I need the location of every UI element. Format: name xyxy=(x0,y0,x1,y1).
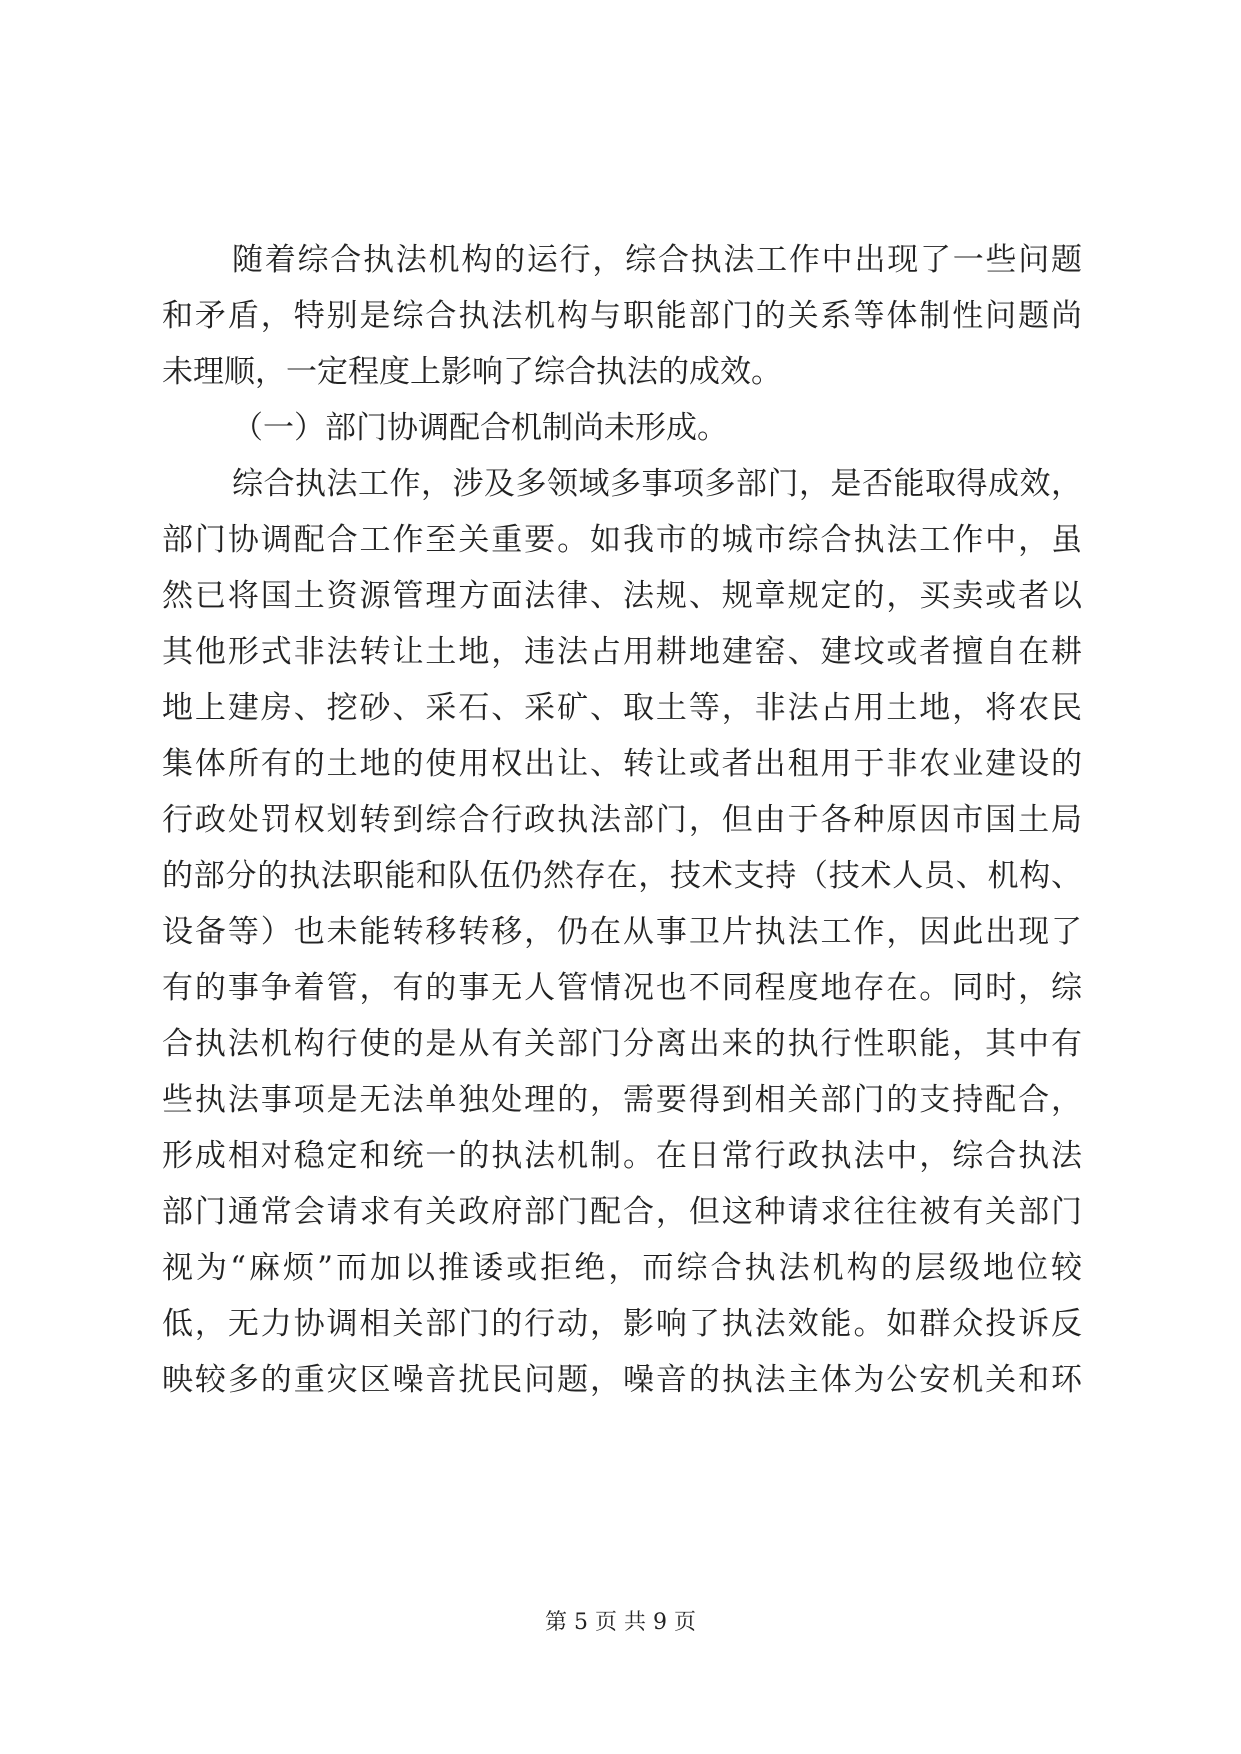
paragraph-line: 综合执法工作，涉及多领域多事项多部门，是否能取得成效， xyxy=(232,466,1082,502)
paragraph-line: 部门协调配合工作至关重要。如我市的城市综合执法工作中，虽 xyxy=(162,522,1082,558)
paragraph-line: 视为“麻烦”而加以推诿或拒绝，而综合执法机构的层级地位较 xyxy=(162,1250,1082,1286)
document-body xyxy=(162,232,1082,1408)
paragraph-line: 和矛盾，特别是综合执法机构与职能部门的关系等体制性问题尚 xyxy=(162,298,1082,334)
paragraph-line: 地上建房、挖砂、采石、采矿、取土等，非法占用土地，将农民 xyxy=(162,690,1082,726)
paragraph-line: 集体所有的土地的使用权出让、转让或者出租用于非农业建设的 xyxy=(162,746,1082,782)
paragraph-line: 有的事争着管，有的事无人管情况也不同程度地存在。同时，综 xyxy=(162,970,1082,1006)
paragraph-line: 合执法机构行使的是从有关部门分离出来的执行性职能，其中有 xyxy=(162,1026,1082,1062)
paragraph-line: 的部分的执法职能和队伍仍然存在，技术支持（技术人员、机构、 xyxy=(162,858,1082,894)
paragraph-line: 设备等）也未能转移转移，仍在从事卫片执法工作，因此出现了 xyxy=(162,914,1082,950)
paragraph-line: 未理顺，一定程度上影响了综合执法的成效。 xyxy=(162,354,782,390)
paragraph-line: 些执法事项是无法单独处理的，需要得到相关部门的支持配合， xyxy=(162,1082,1082,1118)
paragraph-line: 部门通常会请求有关政府部门配合，但这种请求往往被有关部门 xyxy=(162,1194,1082,1230)
paragraph-line: 行政处罚权划转到综合行政执法部门，但由于各种原因市国土局 xyxy=(162,802,1082,838)
section-heading: （一）部门协调配合机制尚未形成。 xyxy=(232,410,728,446)
paragraph-line: 形成相对稳定和统一的执法机制。在日常行政执法中，综合执法 xyxy=(162,1138,1082,1174)
page-number-footer: 第 5 页 共 9 页 xyxy=(545,1610,696,1635)
paragraph-line: 低，无力协调相关部门的行动，影响了执法效能。如群众投诉反 xyxy=(162,1306,1082,1342)
paragraph-line: 然已将国土资源管理方面法律、法规、规章规定的，买卖或者以 xyxy=(162,578,1082,614)
paragraph-line: 随着综合执法机构的运行，综合执法工作中出现了一些问题 xyxy=(232,242,1082,278)
paragraph-line: 其他形式非法转让土地，违法占用耕地建窑、建坟或者擅自在耕 xyxy=(162,634,1082,670)
paragraph-line: 映较多的重灾区噪音扰民问题，噪音的执法主体为公安机关和环 xyxy=(162,1362,1082,1398)
